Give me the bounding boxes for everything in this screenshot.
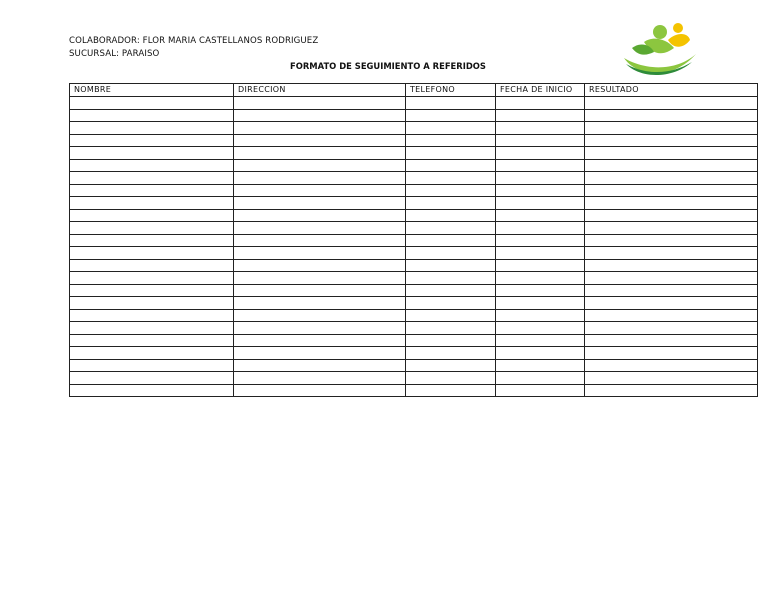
table-row [70, 247, 758, 260]
table-cell[interactable] [406, 222, 496, 235]
table-cell[interactable] [406, 209, 496, 222]
table-cell[interactable] [234, 284, 406, 297]
table-cell[interactable] [496, 222, 585, 235]
table-cell[interactable] [585, 222, 758, 235]
table-body [70, 97, 758, 397]
table-row [70, 334, 758, 347]
table-cell[interactable] [585, 334, 758, 347]
table-cell[interactable] [585, 172, 758, 185]
table-cell[interactable] [406, 147, 496, 160]
table-row [70, 372, 758, 385]
table-row [70, 184, 758, 197]
table-cell[interactable] [496, 334, 585, 347]
table-cell[interactable] [496, 322, 585, 335]
table-cell[interactable] [585, 359, 758, 372]
table-cell[interactable] [70, 372, 234, 385]
table-row [70, 284, 758, 297]
table-cell[interactable] [70, 209, 234, 222]
table-cell[interactable] [585, 259, 758, 272]
table-cell[interactable] [234, 234, 406, 247]
table-cell[interactable] [234, 172, 406, 185]
table-cell[interactable] [70, 234, 234, 247]
table-cell[interactable] [585, 159, 758, 172]
column-header-address: DIRECCION [234, 84, 406, 97]
table-cell[interactable] [585, 372, 758, 385]
table-cell[interactable] [406, 297, 496, 310]
table-cell[interactable] [496, 347, 585, 360]
table-cell[interactable] [234, 209, 406, 222]
table-cell[interactable] [406, 247, 496, 260]
table-cell[interactable] [406, 334, 496, 347]
table-cell[interactable] [234, 359, 406, 372]
table-cell[interactable] [585, 134, 758, 147]
table-cell[interactable] [496, 359, 585, 372]
table-cell[interactable] [234, 272, 406, 285]
table-row [70, 297, 758, 310]
table-cell[interactable] [406, 134, 496, 147]
table-cell[interactable] [585, 184, 758, 197]
table-cell[interactable] [70, 97, 234, 110]
table-cell[interactable] [234, 322, 406, 335]
table-row [70, 309, 758, 322]
table-cell[interactable] [496, 159, 585, 172]
table-cell[interactable] [585, 109, 758, 122]
table-cell[interactable] [70, 259, 234, 272]
table-row [70, 159, 758, 172]
column-header-result: RESULTADO [585, 84, 758, 97]
table-row [70, 172, 758, 185]
table-cell[interactable] [585, 197, 758, 210]
table-cell[interactable] [234, 372, 406, 385]
table-cell[interactable] [234, 134, 406, 147]
table-row [70, 97, 758, 110]
table-cell[interactable] [234, 184, 406, 197]
table-cell[interactable] [234, 109, 406, 122]
table-cell[interactable] [234, 384, 406, 397]
table-cell[interactable] [234, 347, 406, 360]
table-cell[interactable] [70, 222, 234, 235]
table-cell[interactable] [406, 184, 496, 197]
company-logo-icon [618, 18, 698, 80]
table-cell[interactable] [585, 247, 758, 260]
table-cell[interactable] [585, 147, 758, 160]
table-cell[interactable] [70, 334, 234, 347]
column-header-name: NOMBRE [70, 84, 234, 97]
table-cell[interactable] [496, 172, 585, 185]
table-cell[interactable] [496, 247, 585, 260]
table-cell[interactable] [585, 322, 758, 335]
table-row [70, 147, 758, 160]
table-cell[interactable] [70, 147, 234, 160]
table-cell[interactable] [70, 347, 234, 360]
table-cell[interactable] [406, 197, 496, 210]
table-cell[interactable] [70, 297, 234, 310]
table-row [70, 359, 758, 372]
table-cell[interactable] [406, 384, 496, 397]
table-cell[interactable] [70, 134, 234, 147]
table-cell[interactable] [585, 384, 758, 397]
table-row [70, 109, 758, 122]
table-cell[interactable] [406, 97, 496, 110]
table-cell[interactable] [70, 197, 234, 210]
table-cell[interactable] [496, 372, 585, 385]
table-row [70, 209, 758, 222]
table-cell[interactable] [496, 197, 585, 210]
table-cell[interactable] [234, 334, 406, 347]
column-header-phone: TELEFONO [406, 84, 496, 97]
table-cell[interactable] [496, 297, 585, 310]
table-cell[interactable] [406, 122, 496, 135]
table-cell[interactable] [234, 197, 406, 210]
table-cell[interactable] [496, 109, 585, 122]
table-cell[interactable] [234, 247, 406, 260]
table-cell[interactable] [406, 109, 496, 122]
table-cell[interactable] [585, 284, 758, 297]
table-cell[interactable] [406, 309, 496, 322]
table-cell[interactable] [234, 147, 406, 160]
table-row [70, 234, 758, 247]
table-row [70, 322, 758, 335]
table-row [70, 222, 758, 235]
branch-label: SUCURSAL: PARAISO [69, 49, 160, 59]
table-cell[interactable] [585, 309, 758, 322]
table-cell[interactable] [70, 272, 234, 285]
table-cell[interactable] [496, 284, 585, 297]
table-row [70, 134, 758, 147]
table-cell[interactable] [585, 347, 758, 360]
table-cell[interactable] [496, 184, 585, 197]
table-cell[interactable] [70, 172, 234, 185]
table-cell[interactable] [406, 322, 496, 335]
table-cell[interactable] [406, 372, 496, 385]
document-title: FORMATO DE SEGUIMIENTO A REFERIDOS [290, 61, 486, 71]
table-row [70, 384, 758, 397]
table-cell[interactable] [496, 134, 585, 147]
table-cell[interactable] [70, 159, 234, 172]
table-cell[interactable] [406, 359, 496, 372]
table-cell[interactable] [585, 97, 758, 110]
table-cell[interactable] [406, 234, 496, 247]
table-cell[interactable] [70, 247, 234, 260]
table-cell[interactable] [234, 159, 406, 172]
table-cell[interactable] [70, 359, 234, 372]
table-cell[interactable] [234, 222, 406, 235]
table-cell[interactable] [496, 209, 585, 222]
table-cell[interactable] [406, 347, 496, 360]
table-cell[interactable] [70, 284, 234, 297]
table-cell[interactable] [585, 297, 758, 310]
table-cell[interactable] [234, 259, 406, 272]
table-header-row [70, 84, 758, 97]
table-row [70, 272, 758, 285]
table-cell[interactable] [585, 234, 758, 247]
table-cell[interactable] [496, 272, 585, 285]
table-cell[interactable] [234, 309, 406, 322]
table-cell[interactable] [406, 284, 496, 297]
table-cell[interactable] [70, 384, 234, 397]
referrals-table [69, 83, 758, 397]
table-cell[interactable] [70, 322, 234, 335]
column-header-start-date: FECHA DE INICIO [496, 84, 585, 97]
table-cell[interactable] [234, 97, 406, 110]
table-cell[interactable] [496, 97, 585, 110]
table-cell[interactable] [70, 122, 234, 135]
table-row [70, 122, 758, 135]
table-cell[interactable] [70, 109, 234, 122]
table-cell[interactable] [496, 122, 585, 135]
table-cell[interactable] [496, 259, 585, 272]
table-cell[interactable] [496, 384, 585, 397]
table-cell[interactable] [585, 122, 758, 135]
table-cell[interactable] [585, 209, 758, 222]
table-row [70, 259, 758, 272]
table-cell[interactable] [496, 147, 585, 160]
table-cell[interactable] [496, 309, 585, 322]
table-cell[interactable] [70, 309, 234, 322]
table-cell[interactable] [585, 272, 758, 285]
table-cell[interactable] [406, 259, 496, 272]
table-cell[interactable] [234, 122, 406, 135]
table-cell[interactable] [496, 234, 585, 247]
table-cell[interactable] [70, 184, 234, 197]
table-cell[interactable] [406, 172, 496, 185]
table-cell[interactable] [406, 159, 496, 172]
table-row [70, 197, 758, 210]
table-cell[interactable] [406, 272, 496, 285]
table-row [70, 347, 758, 360]
table-cell[interactable] [234, 297, 406, 310]
collaborator-label: COLABORADOR: FLOR MARIA CASTELLANOS RODRIGUEZ [69, 36, 319, 46]
